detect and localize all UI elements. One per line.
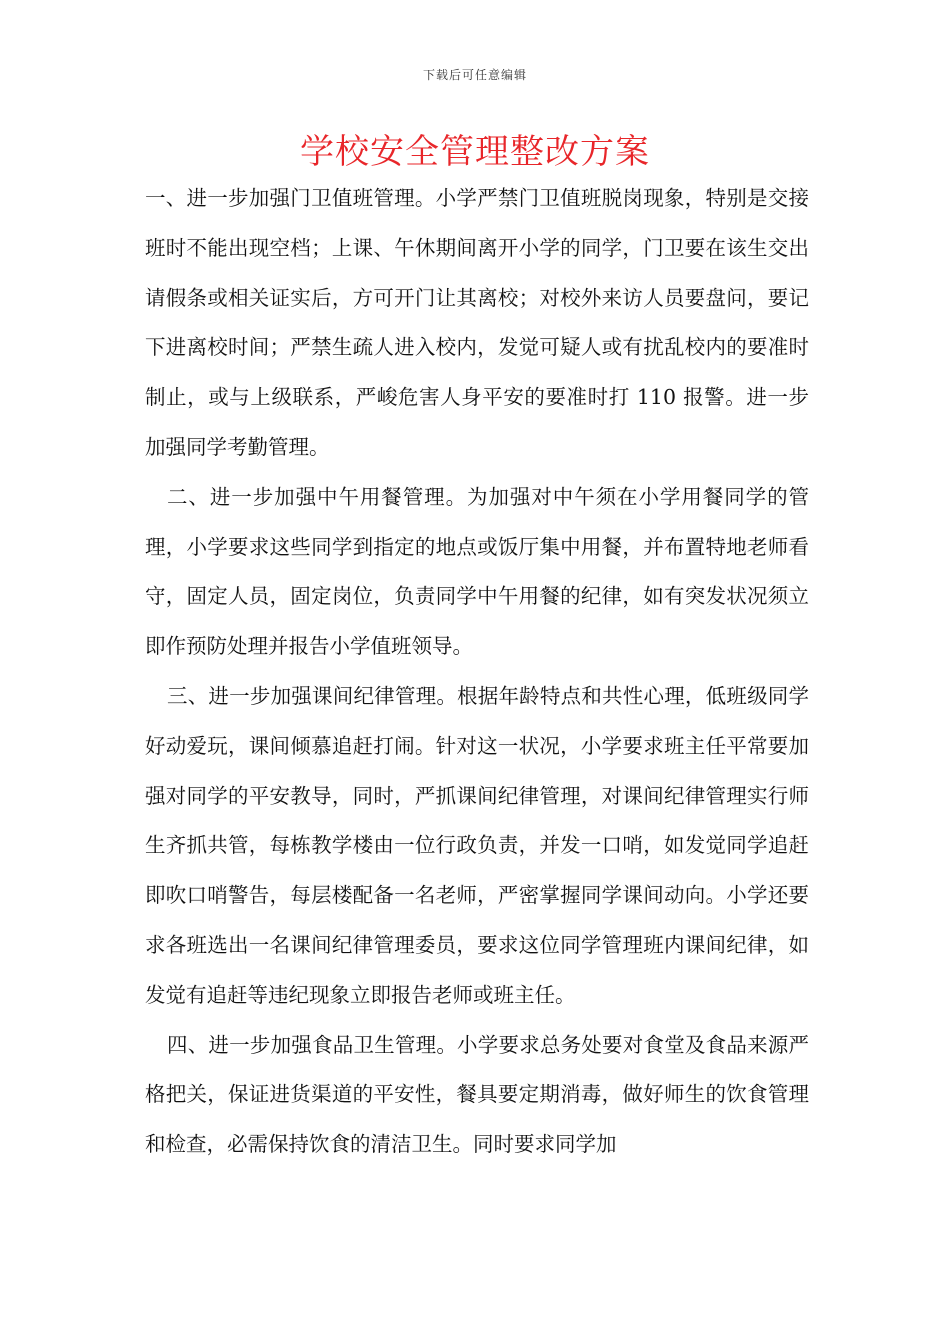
paragraph-4: 四、进一步加强食品卫生管理。小学要求总务处要对食堂及食品来源严格把关，保证进货渠道的平安性，餐具要定期消毒，做好师生的饮食管理和检查，必需保持饮食的清洁卫生。同时要求同学加: [145, 1032, 809, 1157]
paragraph-2: 二、进一步加强中午用餐管理。为加强对中午须在小学用餐同学的管理，小学要求这些同学到指定的地点或饭厅集中用餐，并布置特地老师看守，固定人员，固定岗位，负责同学中午用餐的纪律，如有突发状况须立即作预防处理并报告小学值班领导。: [145, 484, 809, 659]
paragraph-1: 一、进一步加强门卫值班管理。小学严禁门卫值班脱岗现象，特别是交接班时不能出现空档；上课、午休期间离开小学的同学，门卫要在该生交出请假条或相关证实后，方可开门让其离校；对校外来访人员要盘问，要记下进离校时间；严禁生疏人进入校内，发觉可疑人或有扰乱校内的要准时制止，或与上级联系，严峻危害人身平安的要准时打 110 报警。进一步加强同学考勤管理。: [145, 186, 809, 459]
document-body: [145, 174, 809, 1170]
document-title: 学校安全管理整改方案: [300, 132, 650, 172]
paragraph-3: 三、进一步加强课间纪律管理。根据年龄特点和共性心理，低班级同学好动爱玩，课间倾慕追赶打闹。针对这一状况，小学要求班主任平常要加强对同学的平安教导，同时，严抓课间纪律管理，对课间纪律管理实行师生齐抓共管，每栋教学楼由一位行政负责，并发一口哨，如发觉同学追赶即吹口哨警告，每层楼配备一名老师，严密掌握同学课间动向。小学还要求各班选出一名课间纪律管理委员，要求这位同学管理班内课间纪律，如发觉有追赶等违纪现象立即报告老师或班主任。: [145, 683, 809, 1007]
header-note: 下载后可任意编辑: [422, 68, 527, 82]
